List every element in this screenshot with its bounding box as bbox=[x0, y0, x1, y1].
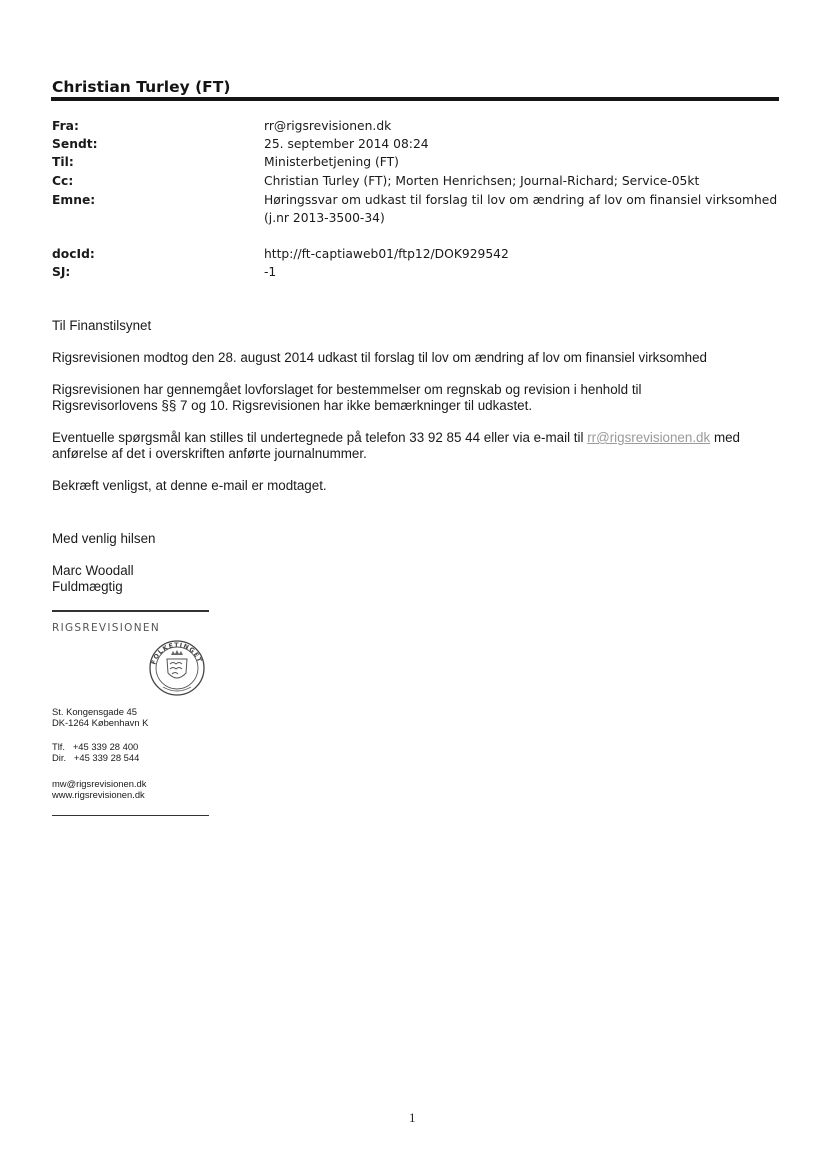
cc-value: Christian Turley (FT); Morten Henrichsen; Journal-Richard; Service-05kt bbox=[264, 174, 700, 188]
address-line-1: St. Kongensgade 45 bbox=[52, 706, 137, 717]
sj-value: -1 bbox=[264, 265, 277, 279]
signer-title: Fuldmægtig bbox=[52, 579, 123, 594]
subject-label: Emne: bbox=[52, 193, 96, 207]
paragraph-3-text: Eventuelle spørgsmål kan stilles til undertegnede på telefon 33 92 85 44 eller via e-mail til bbox=[52, 430, 584, 445]
paragraph-3-text-end: med bbox=[713, 430, 740, 445]
paragraph-2-line-2: Rigsrevisorlovens §§ 7 og 10. Rigsrevisionen har ikke bemærkninger til udkastet. bbox=[52, 398, 533, 413]
sent-label: Sendt: bbox=[52, 137, 98, 151]
signer-name: Marc Woodall bbox=[52, 563, 134, 578]
seal-text: FOLKETINGET bbox=[150, 641, 204, 666]
to-value: Ministerbetjening (FT) bbox=[264, 155, 399, 169]
phone-line: Tlf. +45 339 28 400 bbox=[52, 741, 139, 752]
page-number: 1 bbox=[409, 1110, 416, 1125]
subject-line-1: Høringssvar om udkast til forslag til lov om ændring af lov om finansiel virksomhed bbox=[264, 193, 778, 207]
folketinget-seal-icon bbox=[145, 637, 209, 697]
sent-value: 25. september 2014 08:24 bbox=[264, 137, 429, 151]
header-name: Christian Turley (FT) bbox=[52, 78, 231, 96]
from-label: Fra: bbox=[52, 119, 79, 133]
direct-phone-line: Dir. +45 339 28 544 bbox=[52, 752, 140, 763]
sj-label: SJ: bbox=[52, 265, 71, 279]
docid-value: http://ft-captiaweb01/ftp12/DOK929542 bbox=[264, 247, 509, 261]
paragraph-3-line-2: anførelse af det i overskriften anførte journalnummer. bbox=[52, 446, 367, 461]
org-name: RIGSREVISIONEN bbox=[52, 622, 160, 634]
paragraph-4: Bekræft venligst, at denne e-mail er modtaget. bbox=[52, 478, 327, 493]
signature-email[interactable]: mw@rigsrevisionen.dk bbox=[52, 778, 147, 789]
paragraph-3-line-1 bbox=[52, 430, 740, 447]
paragraph-1: Rigsrevisionen modtog den 28. august 2014 udkast til forslag til lov om ændring af lov om finansiel virksomhed bbox=[52, 350, 707, 365]
address-line-2: DK-1264 København K bbox=[52, 717, 149, 728]
docid-label: docId: bbox=[52, 247, 95, 261]
signature-website[interactable]: www.rigsrevisionen.dk bbox=[52, 789, 145, 800]
signature-bottom-rule bbox=[52, 815, 209, 816]
header-rule bbox=[51, 97, 779, 101]
cc-label: Cc: bbox=[52, 174, 74, 188]
signature-top-rule bbox=[52, 610, 209, 612]
from-value: rr@rigsrevisionen.dk bbox=[264, 119, 392, 133]
subject-line-2: (j.nr 2013-3500-34) bbox=[264, 211, 385, 225]
greeting: Til Finanstilsynet bbox=[52, 318, 152, 333]
email-link[interactable]: rr@rigsrevisionen.dk bbox=[587, 430, 711, 445]
to-label: Til: bbox=[52, 155, 74, 169]
closing: Med venlig hilsen bbox=[52, 531, 156, 546]
paragraph-2-line-1: Rigsrevisionen har gennemgået lovforslaget for bestemmelser om regnskab og revision i henhold til bbox=[52, 382, 642, 397]
